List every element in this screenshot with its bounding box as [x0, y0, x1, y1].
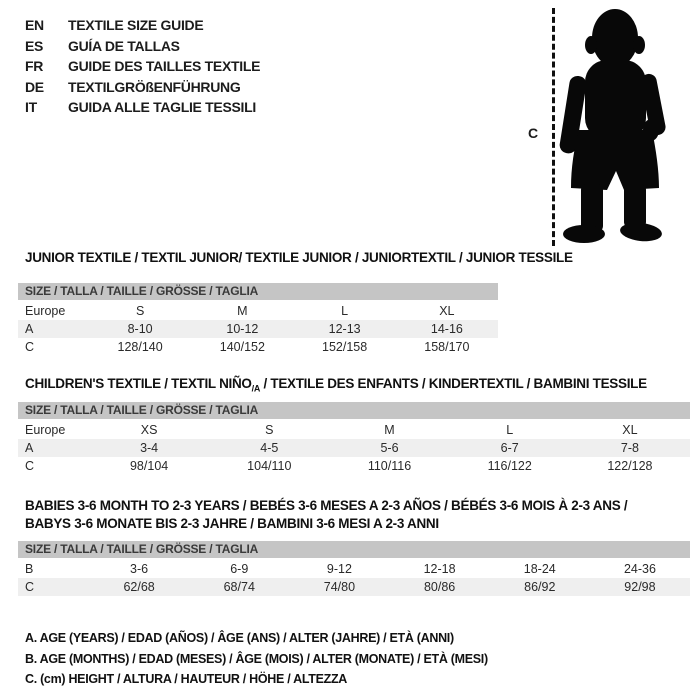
- language-label: GUIDA ALLE TAGLIE TESSILI: [68, 99, 256, 116]
- table-cell: 152/158: [322, 340, 368, 354]
- table-cell: 98/104: [129, 459, 169, 473]
- table-cell: 110/116: [367, 459, 412, 473]
- language-label: GUÍA DE TALLAS: [68, 37, 180, 54]
- language-label: TEXTILGRÖßENFÜHRUNG: [68, 78, 241, 95]
- table-cell: M: [237, 304, 248, 318]
- footnote-line: C. (cm) HEIGHT / ALTURA / HAUTEUR / HÖHE / ALTEZZA: [25, 672, 348, 686]
- table-cell: L: [341, 304, 349, 318]
- table-cell: 86/92: [524, 580, 556, 594]
- language-item: [25, 56, 260, 77]
- table-cell: 24-36: [623, 562, 656, 576]
- footnote-line: B. AGE (MONTHS) / EDAD (MESES) / ÂGE (MOIS) / ALTER (MONATE) / ETÀ (MESI): [25, 651, 488, 666]
- table-cell: XS: [140, 423, 158, 437]
- table-cell: 8-10: [127, 322, 153, 336]
- section-title-babies: [25, 497, 627, 533]
- table-cell: S: [265, 423, 274, 437]
- section-title-babies-line2: BABYS 3-6 MONATE BIS 2-3 JAHRE / BAMBINI 3-6 MESI A 2-3 ANNI: [25, 516, 439, 531]
- language-label: TEXTILE SIZE GUIDE: [68, 17, 204, 34]
- section-title-children-pre: CHILDREN'S TEXTILE / TEXTIL NIÑO: [25, 376, 252, 391]
- table-cell: L: [506, 423, 514, 437]
- footnote-legend: [25, 628, 488, 690]
- junior-size-table: [18, 283, 498, 356]
- section-title-children: [25, 376, 647, 394]
- table-row: [18, 457, 690, 475]
- footnote-line: A. AGE (YEARS) / EDAD (AÑOS) / ÂGE (ANS) / ALTER (JAHRE) / ETÀ (ANNI): [25, 631, 454, 645]
- table-row: [18, 320, 498, 338]
- table-cell: 140/152: [219, 340, 265, 354]
- table-row: [18, 578, 690, 596]
- row-label: A: [25, 322, 34, 336]
- table-cell: 104/110: [247, 459, 292, 473]
- table-cell: 7-8: [620, 441, 639, 455]
- table-row: [18, 439, 690, 457]
- table-cell: M: [384, 423, 395, 437]
- table-cell: 3-4: [140, 441, 159, 455]
- height-measure-dashed-line: [552, 8, 555, 246]
- table-cell: 5-6: [380, 441, 399, 455]
- table-cell: 68/74: [223, 580, 255, 594]
- language-item: [25, 77, 260, 98]
- table-cell: 6-9: [230, 562, 249, 576]
- table-cell: 74/80: [323, 580, 356, 594]
- table-cell: 116/122: [487, 459, 532, 473]
- table-cell: 122/128: [607, 459, 653, 473]
- section-title-children-post: / TEXTILE DES ENFANTS / KINDERTEXTIL / BAMBINI TESSILE: [260, 376, 647, 391]
- table-size-header-bar: SIZE / TALLA / TAILLE / GRÖSSE / TAGLIA: [18, 541, 690, 558]
- table-row: [18, 560, 690, 578]
- table-cell: S: [135, 304, 145, 318]
- babies-size-table: [18, 541, 690, 596]
- table-cell: 6-7: [500, 441, 519, 455]
- table-cell: 128/140: [117, 340, 163, 354]
- row-label: B: [25, 562, 34, 576]
- language-code: IT: [25, 99, 37, 116]
- language-item: [25, 97, 260, 118]
- language-list: [25, 15, 260, 118]
- table-cell: 9-12: [326, 562, 352, 576]
- row-label: C: [25, 580, 35, 594]
- table-size-header-bar: SIZE / TALLA / TAILLE / GRÖSSE / TAGLIA: [18, 283, 498, 300]
- table-cell: 10-12: [226, 322, 259, 336]
- row-label: A: [25, 441, 34, 455]
- table-cell: 14-16: [430, 322, 463, 336]
- table-row: [18, 338, 498, 356]
- height-measure-label: C: [528, 125, 539, 141]
- row-label: Europe: [25, 304, 66, 318]
- table-cell: 158/170: [424, 340, 470, 354]
- language-code: FR: [25, 58, 44, 75]
- table-cell: 3-6: [130, 562, 149, 576]
- language-label: GUIDE DES TAILLES TEXTILE: [68, 58, 261, 75]
- table-cell: 4-5: [260, 441, 279, 455]
- language-code: ES: [25, 37, 44, 54]
- table-row: [18, 302, 498, 320]
- table-cell: 18-24: [523, 562, 556, 576]
- section-title-babies-line1: BABIES 3-6 MONTH TO 2-3 YEARS / BEBÉS 3-6 MESES A 2-3 AÑOS / BÉBÉS 3-6 MOIS À 2-3 ANS /: [25, 498, 628, 513]
- row-label: C: [25, 340, 35, 354]
- table-cell: XL: [439, 304, 455, 318]
- table-size-header-bar: SIZE / TALLA / TAILLE / GRÖSSE / TAGLIA: [18, 402, 690, 419]
- children-size-table: [18, 402, 690, 475]
- table-cell: 80/86: [423, 580, 456, 594]
- row-label: C: [25, 459, 35, 473]
- language-item: [25, 36, 260, 57]
- table-row: [18, 421, 690, 439]
- toddler-silhouette-icon: [558, 4, 670, 246]
- section-title-junior: JUNIOR TEXTILE / TEXTIL JUNIOR/ TEXTILE JUNIOR / JUNIORTEXTIL / JUNIOR TESSILE: [25, 250, 573, 265]
- section-title-children-sub: /A: [251, 383, 261, 394]
- language-item: [25, 15, 260, 36]
- table-cell: 92/98: [624, 580, 656, 594]
- table-cell: 62/68: [123, 580, 155, 594]
- table-cell: 12-13: [328, 322, 361, 336]
- language-code: EN: [25, 17, 44, 34]
- language-code: DE: [25, 78, 44, 95]
- table-cell: 12-18: [423, 562, 456, 576]
- table-cell: XL: [622, 423, 638, 437]
- row-label: Europe: [25, 423, 66, 437]
